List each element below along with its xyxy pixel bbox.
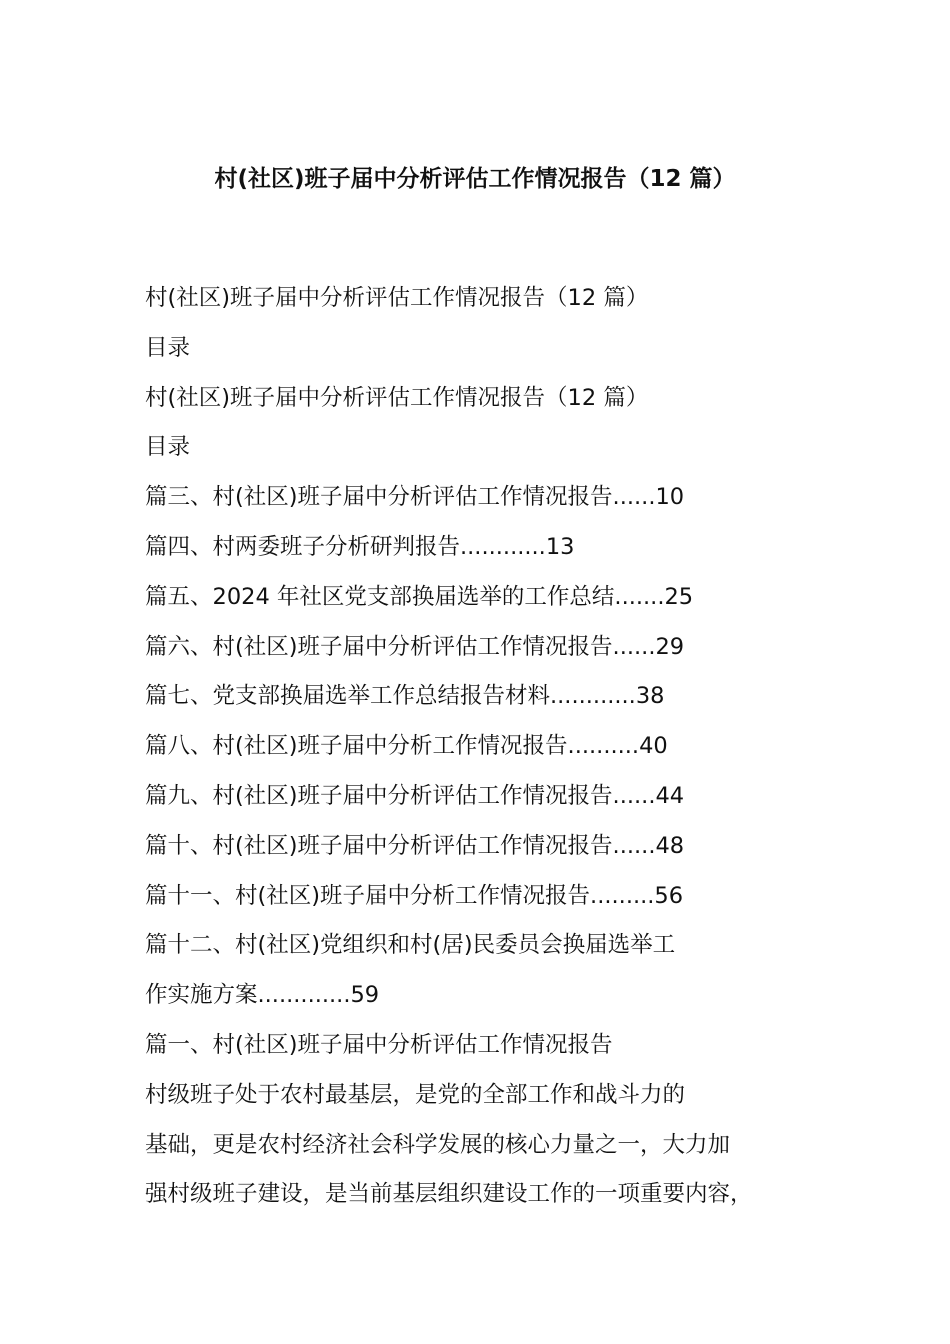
toc-entry: 篇三、村(社区)班子届中分析评估工作情况报告......10 (145, 484, 685, 511)
text-line: 村(社区)班子届中分析评估工作情况报告（12 篇） (145, 384, 649, 411)
toc-entry: 篇十一、村(社区)班子届中分析工作情况报告.........56 (145, 882, 684, 909)
document-title: 村(社区)班子届中分析评估工作情况报告（12 篇） (214, 166, 736, 192)
toc-entry: 篇四、村两委班子分析研判报告............13 (145, 533, 575, 560)
toc-entry: 篇八、村(社区)班子届中分析工作情况报告..........40 (145, 733, 668, 760)
toc-entry: 篇五、2024 年社区党支部换届选举的工作总结.......25 (145, 583, 694, 610)
paragraph-line: 强村级班子建设，是当前基层组织建设工作的一项重要内容， (145, 1181, 753, 1208)
toc-entry: 篇十、村(社区)班子届中分析评估工作情况报告......48 (145, 832, 685, 859)
toc-entry: 篇六、村(社区)班子届中分析评估工作情况报告......29 (145, 633, 685, 660)
toc-entry: 篇九、村(社区)班子届中分析评估工作情况报告......44 (145, 782, 685, 809)
paragraph-line: 村级班子处于农村最基层，是党的全部工作和战斗力的 (145, 1081, 686, 1108)
toc-entry: 篇十二、村(社区)党组织和村(居)民委员会换届选举工 (145, 932, 676, 959)
text-line: 村(社区)班子届中分析评估工作情况报告（12 篇） (145, 285, 649, 311)
document-body (145, 282, 845, 1228)
toc-entry: 篇七、党支部换届选举工作总结报告材料............38 (145, 683, 665, 710)
toc-entry-continuation: 作实施方案.............59 (145, 982, 380, 1009)
section-heading: 篇一、村(社区)班子届中分析评估工作情况报告 (145, 1031, 613, 1058)
paragraph-line: 基础，更是农村经济社会科学发展的核心力量之一，大力加 (145, 1131, 731, 1158)
toc-heading: 目录 (145, 434, 191, 461)
toc-heading: 目录 (145, 334, 191, 361)
